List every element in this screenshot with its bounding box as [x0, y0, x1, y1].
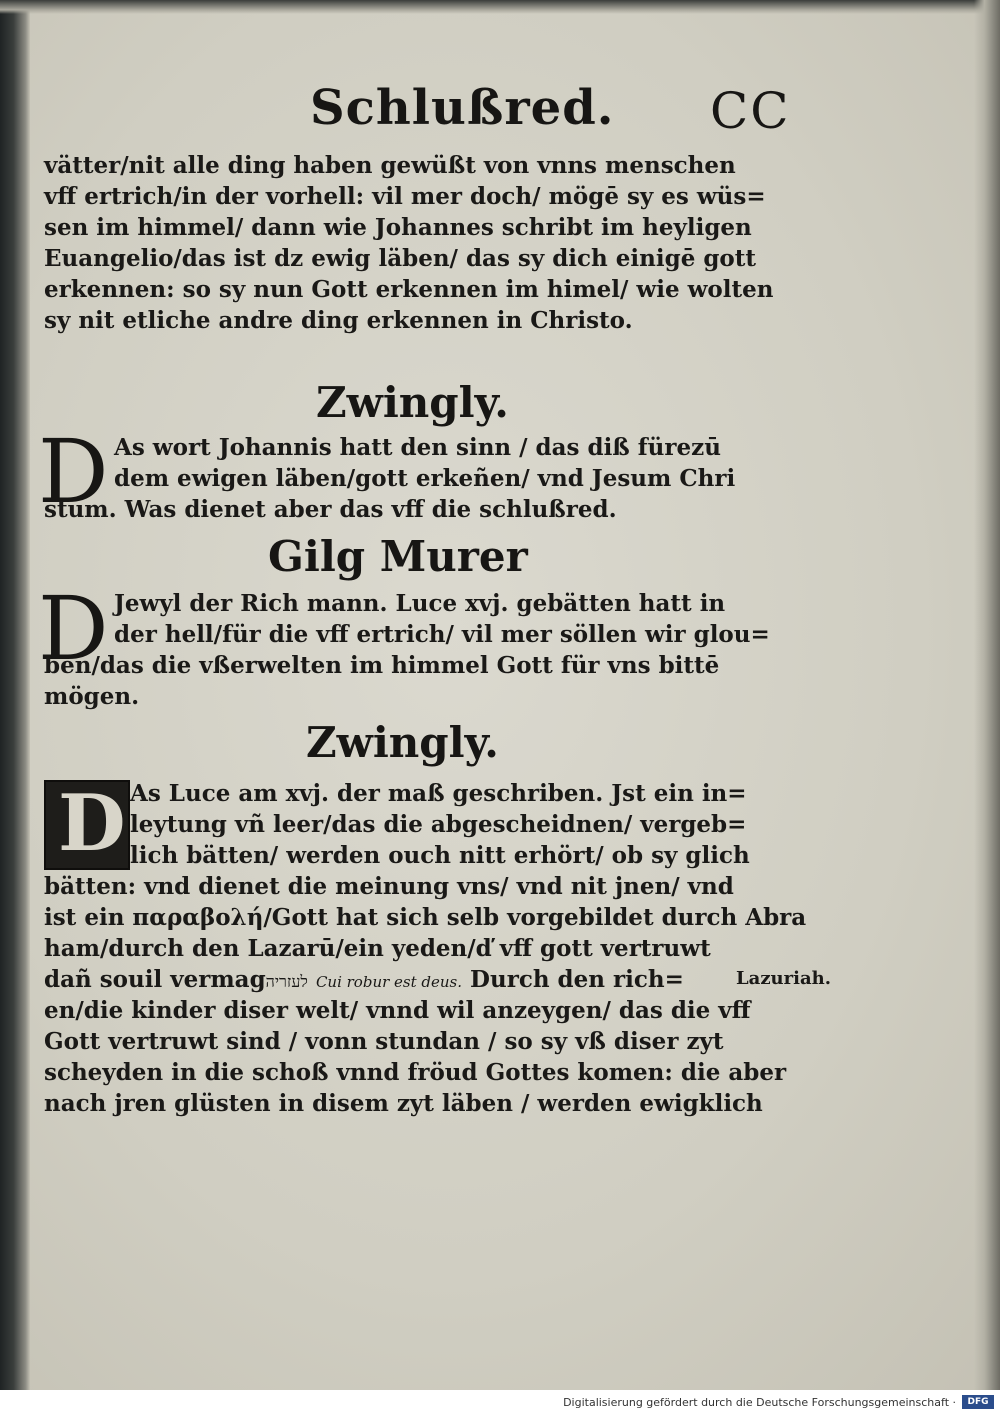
text-line: Euangelio/das ist dz ewig läben/ das sy dich einigē gott — [44, 245, 757, 272]
latin-gloss: Cui robur est deus. — [315, 973, 463, 991]
text-line: en/die kinder diser welt/ vnnd wil anzeygen/ das die vff — [44, 997, 751, 1024]
paragraph-2 — [114, 432, 735, 494]
text-line: vff ertrich/in der vorhell: vil mer doch/ mögē sy es wüs= — [44, 183, 766, 210]
text-span: dañ souil vermag — [44, 966, 266, 993]
page-right-shadow — [974, 0, 1000, 1390]
text-line: der hell/für die vff ertrich/ vil mer söllen wir glou= — [114, 621, 770, 648]
text-span: Durch den rich= — [462, 966, 684, 993]
dfg-logo: DFG — [962, 1395, 994, 1409]
text-line: sen im himmel/ dann wie Johannes schribt im heyligen — [44, 214, 752, 241]
paragraph-3 — [114, 588, 770, 650]
paragraph-4-indented — [130, 778, 750, 871]
text-line: erkennen: so sy nun Gott erkennen im himel/ wie wolten — [44, 276, 774, 303]
text-line: mögen. — [44, 683, 140, 710]
paragraph-4 — [44, 871, 806, 1119]
text-line: Jewyl der Rich mann. Luce xvj. gebätten hatt in — [114, 590, 726, 617]
drop-initial: D — [38, 420, 109, 523]
margin-note: Lazuriah. — [736, 968, 831, 989]
text-line: scheyden in die schoß vnnd fröud Gottes komen: die aber — [44, 1059, 787, 1086]
text-line: bätten: vnd dienet die meinung vns/ vnd nit jnen/ vnd — [44, 873, 734, 900]
page-binding-shadow — [0, 0, 30, 1390]
section-heading: Zwingly. — [306, 718, 499, 767]
text-line: ist ein παραβολή/Gott hat sich selb vorgebildet durch Abra — [44, 904, 807, 931]
paragraph-1 — [44, 150, 773, 336]
text-line: Gott vertruwt sind / vonn stundan / so sy vß diser zyt — [44, 1028, 724, 1055]
drop-initial: D — [38, 577, 109, 680]
hebrew-text: לעזריה — [265, 972, 308, 991]
text-line: sy nit etliche andre ding erkennen in Christo. — [44, 307, 633, 334]
text-line: leytung vñ leer/das die abgescheidnen/ vergeb= — [130, 811, 747, 838]
folio-number: CC — [710, 82, 791, 140]
section-heading: Zwingly. — [316, 378, 509, 427]
text-line: As Luce am xvj. der maß geschriben. Jst ein in= — [130, 780, 747, 807]
running-head: Schlußred. — [310, 80, 615, 136]
funding-note: Digitalisierung gefördert durch die Deutsche Forschungsgemeinschaft · — [563, 1396, 956, 1409]
text-line: dem ewigen läben/gott erkeñen/ vnd Jesum Chri — [114, 465, 736, 492]
text-line: lich bätten/ werden ouch nitt erhört/ ob sy glich — [130, 842, 750, 869]
text-line: As wort Johannis hatt den sinn / das diß fürezū — [114, 434, 721, 461]
paragraph-2-cont — [44, 494, 617, 525]
ornamental-initial-letter: D — [58, 778, 126, 869]
text-line: ben/das die vßerwelten im himmel Gott für vns bittē — [44, 652, 720, 679]
text-line: ham/durch den Lazarū/ein yeden/ď vff gott vertruwt — [44, 935, 711, 962]
footer-bar — [0, 1390, 1000, 1416]
page-top-shadow — [0, 0, 1000, 14]
ornamental-initial — [44, 780, 130, 870]
paragraph-3-cont — [44, 650, 719, 712]
text-line: vätter/nit alle ding haben gewüßt von vnns menschen — [44, 152, 736, 179]
text-line: nach jren glüsten in disem zyt läben / werden ewigklich — [44, 1090, 763, 1117]
section-heading: Gilg Murer — [268, 532, 528, 581]
text-line: stum. Was dienet aber das vff die schlußred. — [44, 496, 617, 523]
text-line-mixed — [44, 964, 806, 995]
